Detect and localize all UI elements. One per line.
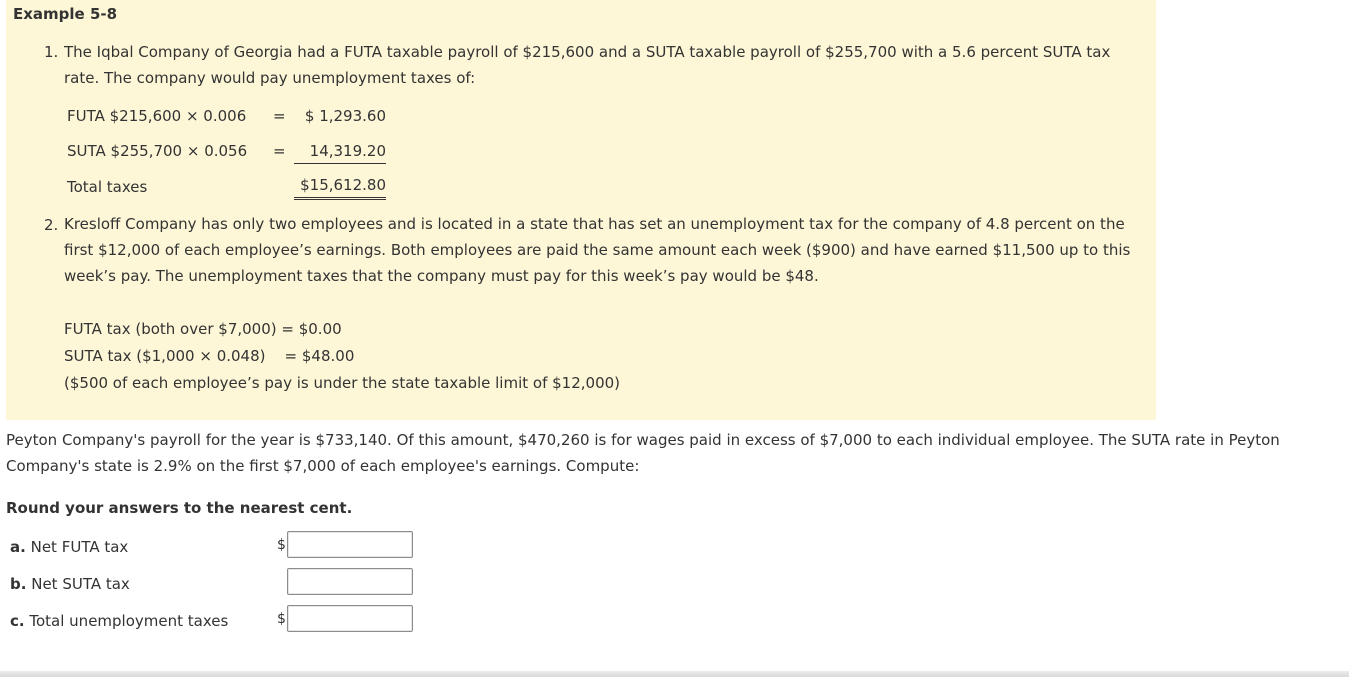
net-futa-tax-input[interactable]	[287, 531, 413, 558]
row1-value: $ 1,293.60	[304, 107, 386, 125]
row2-equals: =	[273, 142, 286, 160]
row3-label: Total taxes	[67, 178, 148, 196]
item1-text: The Iqbal Company of Georgia had a FUTA taxable payroll of $215,600 and a SUTA taxable payroll of $255,700 with a 5.6 percent SUTA tax rate. The company would pay unemployment taxes of:	[64, 43, 1111, 87]
instruction-text: Round your answers to the nearest cent.	[6, 499, 353, 517]
bottom-scrollbar[interactable]	[0, 671, 1349, 677]
row2-value: 14,319.20	[294, 141, 386, 164]
answer-c-currency: $	[277, 611, 286, 627]
item1-number: 1.	[44, 43, 59, 61]
total-unemployment-taxes-input[interactable]	[287, 605, 413, 632]
row2-label: SUTA $255,700 × 0.056	[67, 142, 248, 160]
item2-text: Kresloff Company has only two employees and is located in a state that has set an unemployment tax for the company of 4.8 percent on the first $12,000 of each employee’s earnings. Both employees are paid the same amount each week ($900) and have earned $11,500 up to this week’s pay. The unemployment taxes that the company must pay for this week’s pay would be $48.	[64, 215, 1131, 285]
row3-value: $15,612.80	[294, 175, 386, 200]
problem-text: Peyton Company's payroll for the year is $733,140. Of this amount, $470,260 is for wages paid in excess of $7,000 to each individual employee. The SUTA rate in Peyton Company's state is 2.9% on the first $7,000 of each employee's earnings. Compute:	[6, 431, 1280, 475]
row1-equals: =	[273, 107, 286, 125]
item2-number: 2.	[44, 216, 59, 234]
example-title: Example 5-8	[13, 5, 118, 23]
answer-c-letter: c.	[10, 612, 25, 630]
item2-line1: FUTA tax (both over $7,000) = $0.00	[64, 320, 342, 338]
answer-a-currency: $	[277, 537, 286, 553]
answer-b-letter: b.	[10, 575, 27, 593]
answer-c-label	[10, 611, 228, 631]
answer-a-label	[10, 537, 128, 557]
answer-b-text: Net SUTA tax	[31, 575, 130, 593]
item2-line2: SUTA tax ($1,000 × 0.048) = $48.00	[64, 347, 355, 365]
net-suta-tax-input[interactable]	[287, 568, 413, 595]
answer-b-label	[10, 574, 130, 594]
answer-c-text: Total unemployment taxes	[29, 612, 229, 630]
item2-line3: ($500 of each employee’s pay is under the state taxable limit of $12,000)	[64, 374, 621, 392]
answer-a-text: Net FUTA tax	[30, 538, 129, 556]
answer-a-letter: a.	[10, 538, 26, 556]
row1-label: FUTA $215,600 × 0.006	[67, 107, 247, 125]
